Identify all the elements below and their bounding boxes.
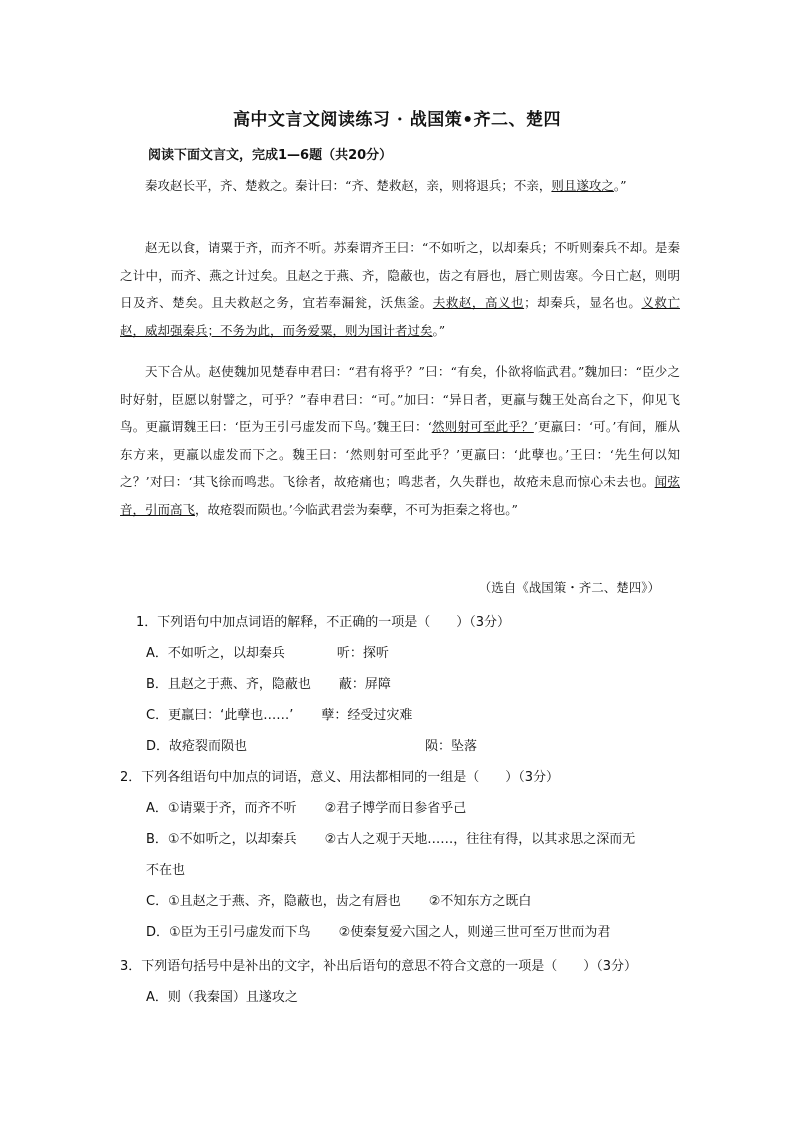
option-text: ②不知东方之既白 (428, 894, 532, 909)
option-text: D．①臣为王引弓虚发而下鸟 (146, 925, 311, 940)
option-explanation: 蔽：屏障 (338, 677, 391, 692)
source-citation: （选自《战国策・齐二、楚四》） (478, 580, 660, 595)
underlined-sentence: 然则射可至此乎？ (431, 419, 534, 434)
passage-text: ’更羸曰：‘可。’有间，雁从东方来，更羸以虚发而下之。魏王曰：‘然则射可至此乎？’更羸曰：‘此孽也。’王曰：‘先生何以知之？’对曰：‘其飞徐而鸣悲。飞徐者，故疮痛也；鸣悲者，久失群也，故疮未息而惊心未去也。 (120, 419, 681, 489)
question-1 (120, 607, 680, 762)
option-c (120, 700, 680, 731)
option-text: C．①且赵之于燕、齐，隐蔽也，齿之有唇也 (146, 894, 401, 909)
passage-text: 天下合从。赵使魏加见楚春申君曰：“君有将乎？”曰：“有矣，仆欲将临武君。”魏加曰：“臣少之时好射，臣愿以射譬之，可乎？”春申君曰：“可。”加曰：“异日者，更羸与魏王处高台之下，仰见飞鸟。更羸谓魏王曰：‘臣为王引弓虚发而下鸟。’魏王曰：‘ (120, 364, 680, 434)
option-explanation: 陨：坠落 (425, 739, 478, 754)
option-b (120, 824, 680, 855)
option-explanation: 听：探听 (336, 646, 389, 661)
passage-text: ；却秦兵，显名也。 (524, 295, 642, 310)
option-text: A．不如听之，以却秦兵 (146, 646, 285, 661)
instruction: 阅读下面文言文，完成1—6题（共20分） (148, 148, 393, 163)
passage-text: ，故疮裂而陨也。’今临武君尝为秦孽，不可为拒秦之将也。” (195, 501, 518, 517)
option-explanation: 孽：经受过灾难 (321, 708, 413, 723)
option-d (120, 917, 680, 948)
option-text: ②古人之观于天地……，往往有得，以其求思之深而无 (324, 832, 636, 847)
underlined-sentence: 夫救赵，高义也 (432, 295, 525, 310)
option-text: C．更羸曰：‘此孽也……’ (146, 708, 294, 723)
option-b (120, 669, 680, 700)
option-text: B．①不如听之，以却秦兵 (146, 832, 297, 847)
passage-paragraph-1 (120, 172, 680, 200)
question-stem: 3．下列语句括号中是补出的文字，补出后语句的意思不符合文意的一项是（ ）（3分） (120, 959, 638, 974)
passage-text: 秦攻赵长平，齐、楚救之。秦计曰：“齐、楚救赵，亲，则将退兵；不亲， (145, 178, 552, 193)
option-b-continuation: 不在也 (146, 863, 186, 878)
passage-paragraph-3 (120, 358, 680, 523)
page-title: 高中文言文阅读练习 · 战国策•齐二、楚四 (232, 110, 562, 130)
option-c (120, 886, 680, 917)
passage-paragraph-2 (120, 234, 680, 344)
option-text: ②君子博学而日参省乎己 (324, 801, 467, 816)
underlined-sentence: 闻弦音，引而高飞 (120, 474, 680, 517)
question-stem: 2．下列各组语句中加点的词语，意义、用法都相同的一组是（ ）（3分） (120, 770, 560, 785)
passage-text: 赵无以食，请粟于齐，而齐不听。苏秦谓齐王曰：“不如听之，以却秦兵；不听则秦兵不却。是秦之计中，而齐、燕之计过矣。且赵之于燕、齐，隐蔽也，齿之有唇也，唇亡则齿寒。今日亡赵，则明日及齐、楚矣。且夫救赵之务，宜若奉漏瓮，沃焦釜。 (120, 240, 680, 310)
passage-text: 。” (613, 178, 627, 193)
question-2 (120, 762, 680, 948)
option-text: ②使秦复爱六国之人，则递三世可至万世而为君 (338, 925, 611, 940)
question-stem: 1．下列语句中加点词语的解释，不正确的一项是（ ）（3分） (136, 615, 511, 630)
underlined-sentence: 则且遂攻之 (551, 178, 614, 193)
option-text: B．且赵之于燕、齐，隐蔽也 (146, 677, 311, 692)
question-3 (120, 951, 680, 1013)
option-a (120, 793, 680, 824)
option-text: A．则（我秦国）且遂攻之 (146, 990, 298, 1005)
option-text: A．①请粟于齐，而齐不听 (146, 801, 297, 816)
option-text: D．故疮裂而陨也 (146, 739, 248, 754)
passage-text: 。” (432, 322, 446, 338)
underlined-sentence: 义救亡赵，威却强秦兵；不务为此，而务爱粟，则为国计者过矣 (120, 295, 680, 338)
option-a (120, 982, 680, 1013)
option-d (120, 731, 680, 762)
option-a (120, 638, 680, 669)
